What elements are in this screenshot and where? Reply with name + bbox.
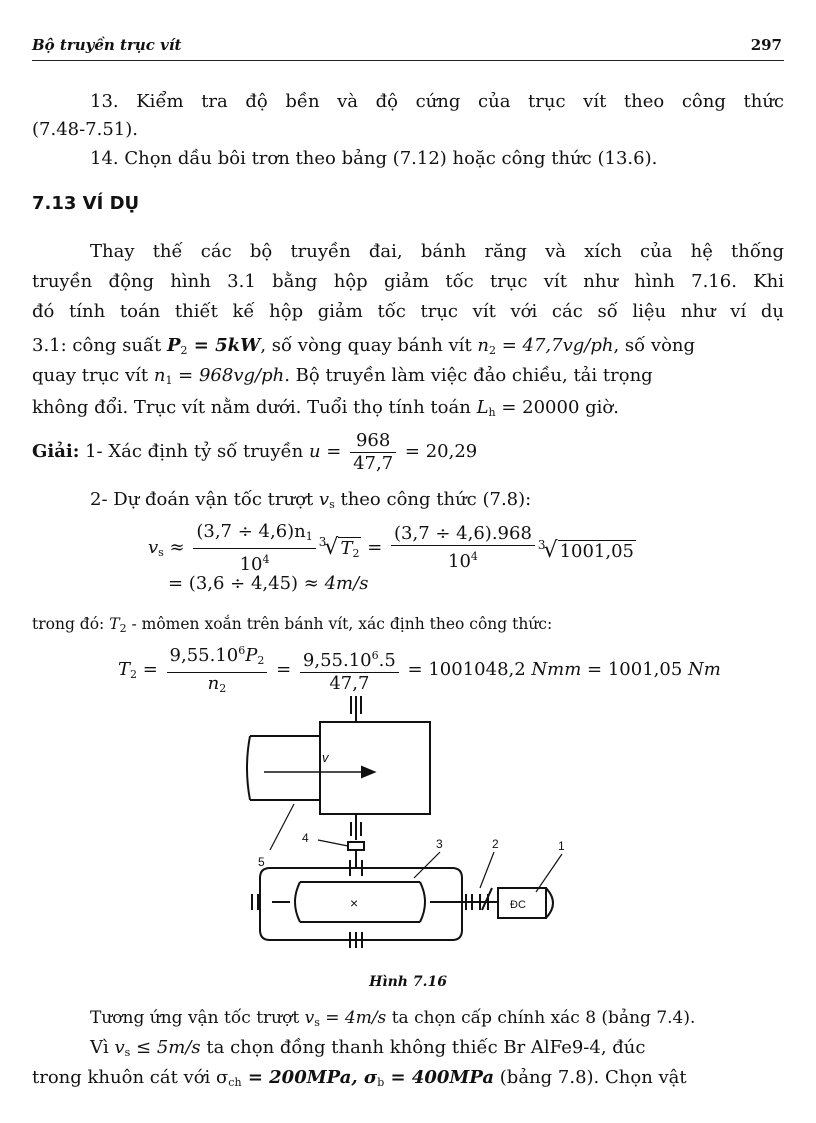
step-13-line-2: (7.48-7.51). [32,119,139,140]
para-line-5: quay trục vít $n_1 = 968vg/ph$. Bộ truyền làm việc đảo chiều, tải trọng [32,365,653,387]
para-line-3: đó tính toán thiết kế hộp giảm tốc trục vít với các số liệu như ví dụ [32,301,784,322]
top-shaft-bearing [351,696,361,722]
formula-vs-result: = (3,6 ÷ 4,45) ≈ 4m/s [168,573,369,594]
para-line-4: 3.1: công suất $P_2 = 5kW$, số vòng quay bánh vít $n_2 = 47,7vg/ph$, số vòng [32,335,696,357]
figure-caption: Hình 7.16 [369,974,447,990]
coupling [480,888,492,910]
para-line-2: truyền động hình 3.1 bằng hộp giảm tốc trục vít như hình 7.16. Khi [32,271,784,292]
callout-5: 5 [258,855,265,869]
step-13-line-1: 13. Kiểm tra độ bền và độ cứng của trục vít theo công thức [90,91,784,112]
callout-4: 4 [302,831,309,845]
para-line-6: không đổi. Trục vít nằm dưới. Tuổi thọ tính toán $L_h = 20000$ giờ. [32,397,619,419]
bottom-line-3: trong khuôn cát với $\sigma_{ch} = 200MPa$, $\sigma_b = 400MPa$ (bảng 7.8). Chọn vật [32,1067,687,1089]
step-14: 14. Chọn dầu bôi trơn theo bảng (7.12) hoặc công thức (13.6). [90,148,658,169]
callouts [258,804,565,892]
motor-label: ĐC [510,899,526,911]
belt-conveyor-drum [247,722,430,814]
ratio-fraction: $\frac{968}{47,7}$ [350,430,396,475]
gearbox-diagram [230,692,580,972]
worm-gear-cross-mark: × [350,895,359,911]
solution-label: Giải: [32,441,80,462]
worm-gearbox-housing [252,868,498,948]
header-rule [32,60,784,61]
callout-3: 3 [436,837,443,851]
running-header: Bộ truyền trục vít [32,36,182,54]
para-line-1: Thay thế các bộ truyền đai, bánh răng và xích của hệ thống [90,241,784,262]
page-number: 297 [750,36,782,54]
bottom-line-1: Tương ứng vận tốc trượt $v_s = 4m/s$ ta chọn cấp chính xác 8 (bảng 7.4). [90,1008,696,1029]
vertical-shaft [348,814,364,876]
electric-motor [498,888,553,918]
bottom-line-2: Vì $v_s \le 5m/s$ ta chọn đồng thanh không thiếc Br AlFe9-4, đúc [90,1037,646,1059]
solution-step-2: 2- Dự đoán vận tốc trượt $v_s$ theo công thức (7.8): [90,489,532,511]
torque-definition: trong đó: $T_2$ - mômen xoắn trên bánh vít, xác định theo công thức: [32,615,553,635]
velocity-label: v [322,750,329,765]
section-heading: 7.13 VÍ DỤ [32,193,140,214]
formula-vs: $v_s$ ≈ $\frac{(3,7 \div 4,6)n_1}{10^4}$ $^3$√ $T_2$ = $\frac{(3,7 \div 4,6).968}{10^4}$ $^3$√ 1001,05 [148,516,636,580]
callout-1: 1 [558,839,565,853]
solution-step-1: Giải: 1- Xác định tỷ số truyền u = $\frac{968}{47,7}$ = 20,29 [32,429,478,474]
formula-torque: $T_2$ = $\frac{9,55.10^6P_2}{n_2}$ = $\frac{9,55.10^6.5}{47,7}$ = 1001048,2 Nmm = 1001,05 Nm [118,640,721,701]
callout-2: 2 [492,837,499,851]
cube-root-T2: $^3$√ $T_2$ [318,535,360,560]
cube-root-value: $^3$√ 1001,05 [537,537,635,563]
